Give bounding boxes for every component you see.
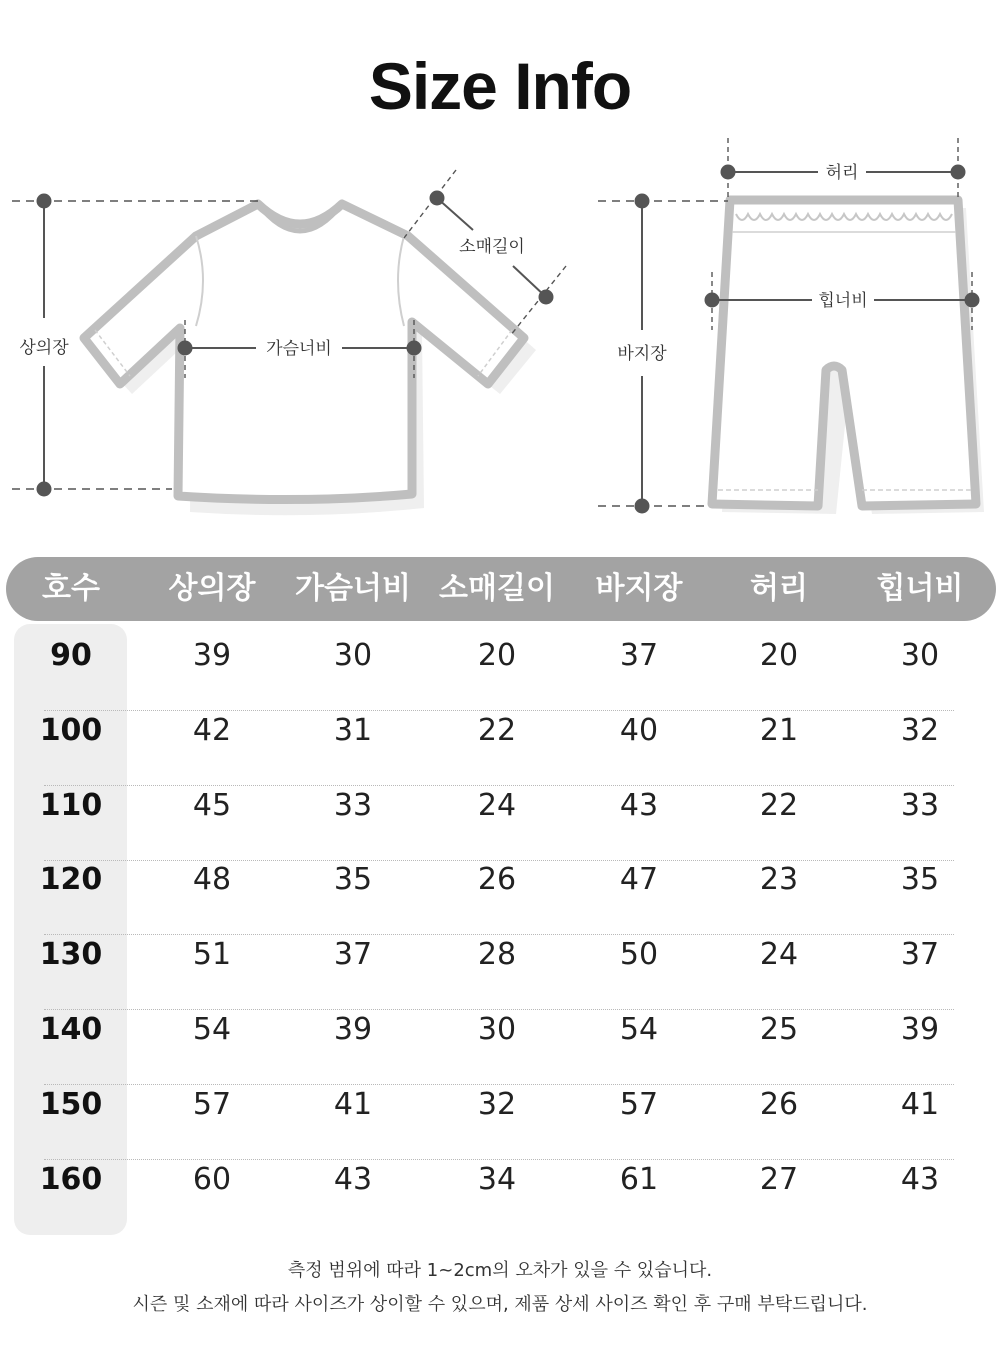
column-header-chest-width: 가슴너비 xyxy=(295,571,411,606)
table-cell-hip-width: 30 xyxy=(900,638,940,673)
size-cell: 100 xyxy=(39,712,103,748)
table-cell-sleeve-length: 20 xyxy=(477,638,517,673)
table-cell-hip-width: 43 xyxy=(900,1161,940,1197)
table-cell-sleeve-length: 34 xyxy=(477,1161,517,1197)
sleeve-length-label: 소매길이 xyxy=(459,237,525,257)
column-header-pants-length: 바지장 xyxy=(595,571,683,606)
table-cell-top-length: 57 xyxy=(192,1086,232,1122)
table-cell-waist: 27 xyxy=(759,1161,799,1197)
size-cell: 140 xyxy=(39,1012,103,1047)
column-header-sleeve-length: 소매길이 xyxy=(439,571,555,606)
table-cell-sleeve-length: 24 xyxy=(477,787,517,823)
table-cell-hip-width: 41 xyxy=(900,1086,940,1122)
table-cell-top-length: 51 xyxy=(192,937,232,973)
table-cell-hip-width: 37 xyxy=(900,937,940,973)
table-cell-pants-length: 50 xyxy=(619,937,659,973)
table-cell-waist: 25 xyxy=(759,1012,799,1047)
table-cell-pants-length: 47 xyxy=(619,862,659,898)
table-cell-top-length: 42 xyxy=(192,712,232,748)
table-cell-pants-length: 54 xyxy=(619,1012,659,1047)
table-cell-chest-width: 43 xyxy=(333,1161,373,1197)
size-cell: 150 xyxy=(39,1086,103,1122)
table-cell-hip-width: 35 xyxy=(900,862,940,898)
table-cell-chest-width: 33 xyxy=(333,787,373,823)
table-cell-sleeve-length: 32 xyxy=(477,1086,517,1122)
table-cell-sleeve-length: 22 xyxy=(477,712,517,748)
size-cell: 160 xyxy=(39,1161,103,1197)
size-cell: 110 xyxy=(39,787,103,823)
table-cell-chest-width: 31 xyxy=(333,712,373,748)
table-cell-hip-width: 39 xyxy=(900,1012,940,1047)
size-cell: 90 xyxy=(50,638,92,673)
pants-length-label: 바지장 xyxy=(617,344,667,364)
size-cell: 130 xyxy=(39,937,103,973)
page-title: Size Info xyxy=(368,49,632,123)
pants-illustration xyxy=(712,200,984,514)
table-cell-top-length: 60 xyxy=(192,1161,232,1197)
table-cell-waist: 20 xyxy=(759,638,799,673)
table-cell-waist: 22 xyxy=(759,787,799,823)
column-header-top-length: 상의장 xyxy=(168,571,256,606)
table-cell-waist: 26 xyxy=(759,1086,799,1122)
table-cell-waist: 21 xyxy=(759,712,799,748)
table-cell-sleeve-length: 28 xyxy=(477,937,517,973)
table-cell-top-length: 45 xyxy=(192,787,232,823)
table-cell-chest-width: 41 xyxy=(333,1086,373,1122)
table-cell-top-length: 48 xyxy=(192,862,232,898)
note-line-1: 측정 범위에 따라 1~2cm의 오차가 있을 수 있습니다. xyxy=(287,1260,713,1281)
column-header-waist: 허리 xyxy=(750,571,808,606)
waist-label: 허리 xyxy=(825,163,859,183)
column-header-hip-width: 힙너비 xyxy=(876,571,964,606)
table-cell-chest-width: 37 xyxy=(333,937,373,973)
table-cell-waist: 23 xyxy=(759,862,799,898)
table-cell-sleeve-length: 26 xyxy=(477,862,517,898)
table-cell-chest-width: 30 xyxy=(333,638,373,673)
note-line-2: 시즌 및 소재에 따라 사이즈가 상이할 수 있으며, 제품 상세 사이즈 확인 후 구매 부탁드립니다. xyxy=(132,1294,868,1315)
hip-width-label: 힙너비 xyxy=(818,291,868,311)
table-cell-waist: 24 xyxy=(759,937,799,973)
chest-width-label: 가슴너비 xyxy=(266,339,332,359)
table-cell-hip-width: 32 xyxy=(900,712,940,748)
column-header-size: 호수 xyxy=(42,571,100,606)
table-cell-hip-width: 33 xyxy=(900,787,940,823)
table-cell-pants-length: 61 xyxy=(619,1161,659,1197)
table-cell-top-length: 54 xyxy=(192,1012,232,1047)
table-cell-sleeve-length: 30 xyxy=(477,1012,517,1047)
table-cell-pants-length: 43 xyxy=(619,787,659,823)
table-cell-pants-length: 40 xyxy=(619,712,659,748)
table-cell-top-length: 39 xyxy=(192,638,232,673)
table-cell-chest-width: 39 xyxy=(333,1012,373,1047)
table-cell-pants-length: 57 xyxy=(619,1086,659,1122)
size-diagram xyxy=(0,0,1000,540)
top-length-label: 상의장 xyxy=(19,338,69,358)
size-cell: 120 xyxy=(39,862,103,898)
table-cell-chest-width: 35 xyxy=(333,862,373,898)
table-cell-pants-length: 37 xyxy=(619,638,659,673)
